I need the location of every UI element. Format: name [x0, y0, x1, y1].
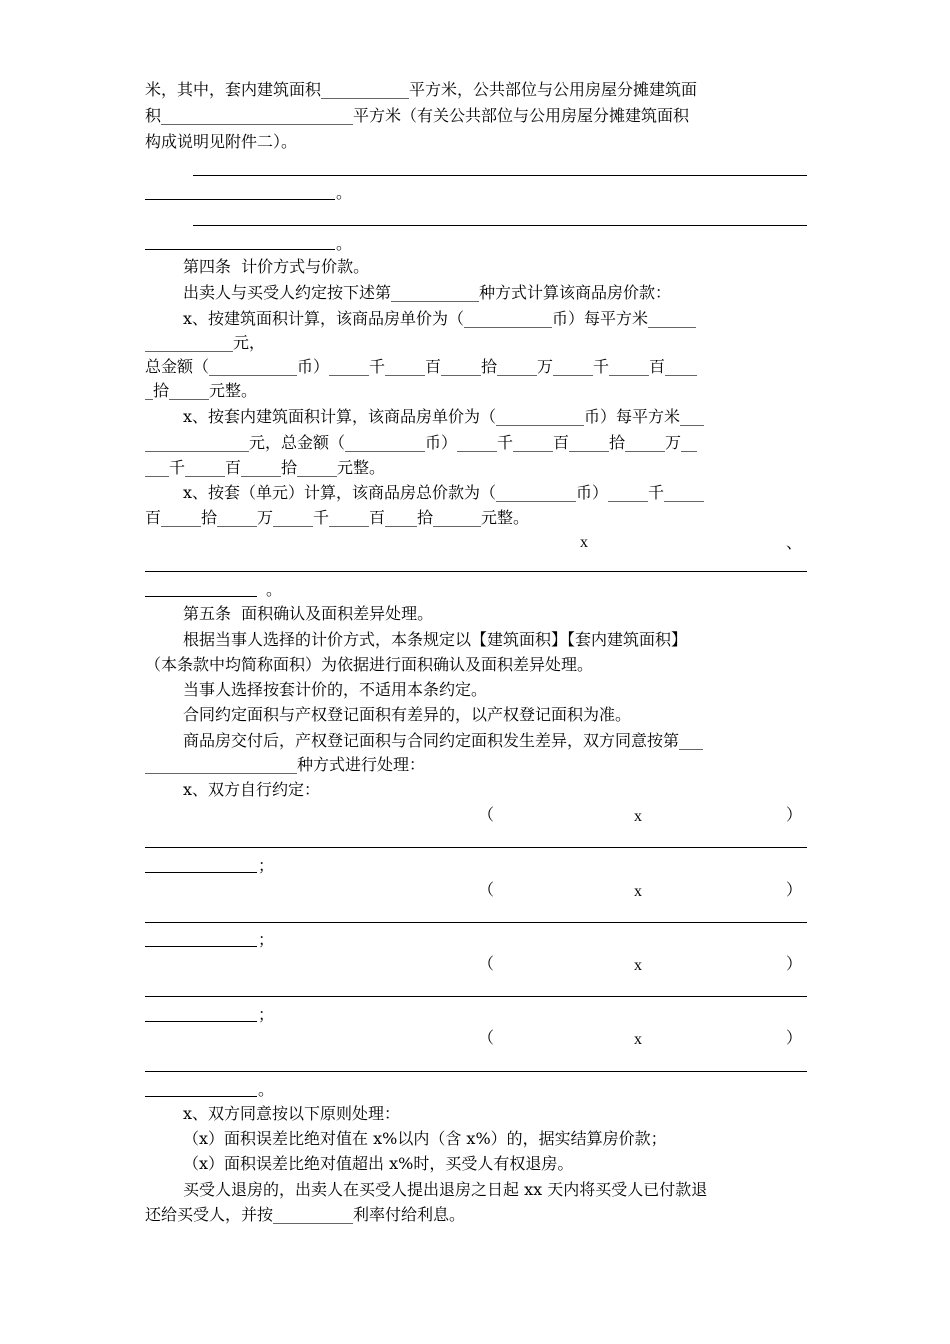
- article-5-title: 第五条 面积确认及面积差异处理。: [183, 604, 434, 623]
- text-line: 总金额（___________币）_____千_____百_____拾_____万_____千_____百____: [145, 357, 698, 376]
- blank-rule: [145, 1021, 257, 1022]
- text-line: x、双方自行约定：: [183, 780, 321, 799]
- option-marker: x: [634, 1031, 642, 1048]
- blank-rule: [145, 596, 257, 597]
- blank-rule: [145, 249, 335, 250]
- blank-rule: [193, 225, 807, 226]
- blank-rule: [193, 175, 807, 176]
- text-line: x、按建筑面积计算，该商品房单价为（___________币）每平方米______: [183, 309, 697, 328]
- blank-rule: [145, 847, 807, 848]
- text-line: ___________元，: [145, 333, 266, 352]
- option-marker: x: [580, 534, 588, 551]
- text-line: 买受人退房的，出卖人在买受人提出退房之日起 xx 天内将买受人已付款退: [183, 1180, 708, 1199]
- text-line: （本条款中均简称面积）为依据进行面积确认及面积差异处理。: [145, 655, 594, 674]
- blank-rule: [145, 872, 257, 873]
- text-line: 根据当事人选择的计价方式，本条规定以【建筑面积】【套内建筑面积】: [183, 630, 688, 649]
- paren-close: ）: [786, 805, 803, 824]
- blank-rule: [145, 996, 807, 997]
- text-line: 、: [786, 533, 803, 552]
- text-line: ___千_____百_____拾_____元整。: [145, 458, 386, 477]
- option-marker: x: [634, 808, 642, 825]
- text-line: 当事人选择按套计价的，不适用本条约定。: [183, 680, 488, 699]
- text-line: 构成说明见附件二）。: [145, 132, 298, 151]
- blank-rule: [145, 571, 807, 572]
- text-line: 百_____拾_____万_____千_____百____拾______元整。: [145, 508, 530, 527]
- option-marker: x: [634, 957, 642, 974]
- text-line: 。: [336, 183, 353, 202]
- text-line: 商品房交付后，产权登记面积与合同约定面积发生差异，双方同意按第___: [183, 731, 704, 750]
- text-line: 米，其中，套内建筑面积___________平方米，公共部位与公用房屋分摊建筑面: [145, 80, 698, 99]
- text-line: （x）面积误差比绝对值在 x%以内（含 x%）的，据实结算房价款；: [183, 1129, 667, 1148]
- text-line: 合同约定面积与产权登记面积有差异的，以产权登记面积为准。: [183, 705, 632, 724]
- text-line: 。: [266, 580, 283, 599]
- text-line: x、双方同意按以下原则处理：: [183, 1104, 401, 1123]
- paren-close: ）: [786, 1028, 803, 1047]
- paren-open: （: [478, 880, 495, 899]
- blank-rule: [145, 1071, 807, 1072]
- text-line: _____________元，总金额（__________币）_____千_____百_____拾_____万__: [145, 433, 698, 452]
- text-line: ；: [258, 1005, 275, 1024]
- text-line: ；: [258, 930, 275, 949]
- text-line: _拾_____元整。: [145, 381, 258, 400]
- blank-rule: [145, 199, 335, 200]
- paren-open: （: [478, 1028, 495, 1047]
- blank-rule: [145, 922, 807, 923]
- blank-rule: [145, 946, 257, 947]
- text-line: x、按套（单元）计算，该商品房总价款为（__________币）_____千_____: [183, 483, 705, 502]
- paren-open: （: [478, 954, 495, 973]
- article-4-title: 第四条 计价方式与价款。: [183, 257, 370, 276]
- text-line: 积________________________平方米（有关公共部位与公用房屋分摊建筑面积: [145, 106, 690, 125]
- text-line: （x）面积误差比绝对值超出 x%时，买受人有权退房。: [183, 1154, 574, 1173]
- option-marker: x: [634, 883, 642, 900]
- paren-open: （: [478, 805, 495, 824]
- text-line: x、按套内建筑面积计算，该商品房单价为（___________币）每平方米___: [183, 407, 705, 426]
- text-line: ___________________种方式进行处理：: [145, 755, 426, 774]
- text-line: 还给买受人，并按__________利率付给利息。: [145, 1205, 466, 1224]
- text-line: 出卖人与买受人约定按下述第___________种方式计算该商品房价款：: [183, 283, 672, 302]
- blank-rule: [145, 1096, 257, 1097]
- text-line: 。: [336, 234, 353, 253]
- text-line: ；: [258, 856, 275, 875]
- paren-close: ）: [786, 880, 803, 899]
- paren-close: ）: [786, 954, 803, 973]
- text-line: 。: [258, 1080, 275, 1099]
